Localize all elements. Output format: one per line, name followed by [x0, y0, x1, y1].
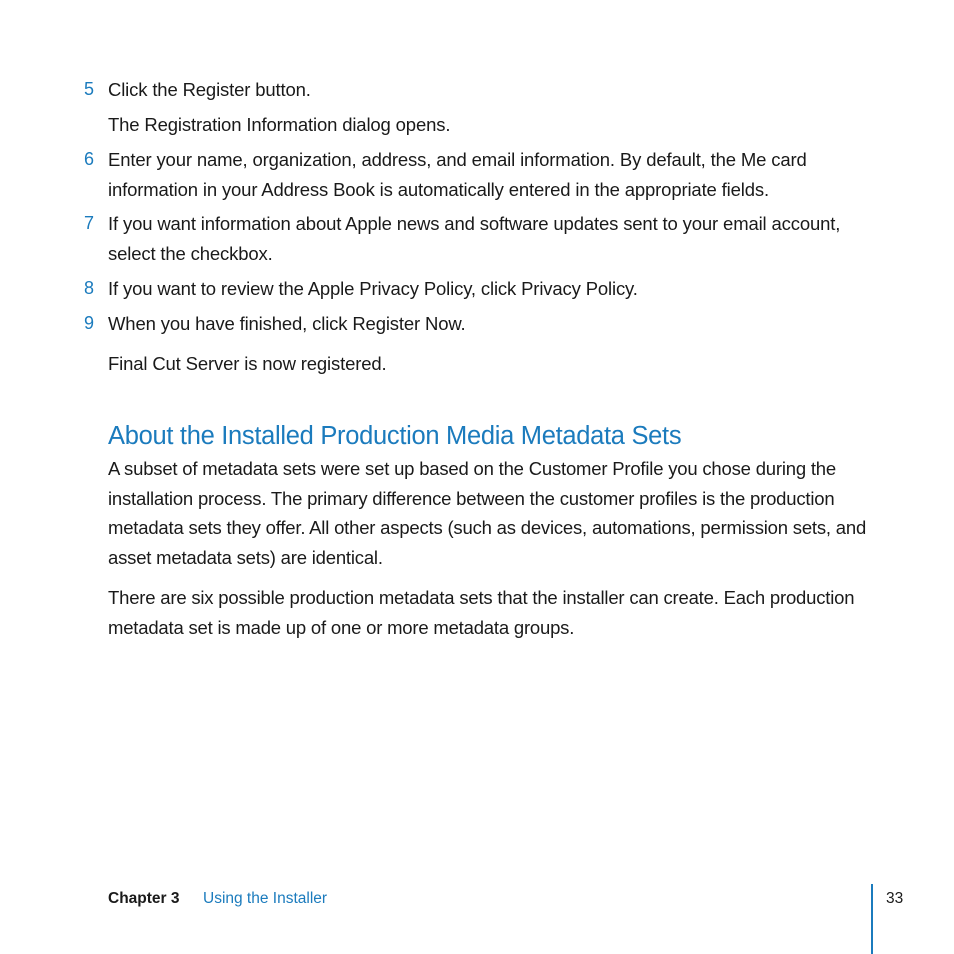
footer-divider	[871, 884, 873, 954]
step-text: Enter your name, organization, address, and email information. By default, the Me card information in your Address Book is automatically entered in the appropriate fields.	[108, 149, 807, 200]
step-number: 8	[84, 278, 95, 298]
step-text: If you want information about Apple news and software updates sent to your email account, select the checkbox.	[108, 213, 841, 264]
footer-chapter-label: Chapter 3	[108, 890, 180, 907]
footer-chapter-title: Using the Installer	[203, 890, 328, 907]
step-number: 9	[84, 313, 95, 333]
step-text: If you want to review the Apple Privacy Policy, click Privacy Policy.	[108, 278, 638, 299]
body-paragraph: There are six possible production metadata sets that the installer can create. Each production metadata set is made up of one or more metadata groups.	[108, 587, 855, 638]
step-number: 5	[84, 79, 95, 99]
body-paragraph: A subset of metadata sets were set up based on the Customer Profile you chose during the installation process. The primary difference between the customer profiles is the production metadata sets they offer. All other aspects (such as devices, automations, permission sets, and asset metadata sets) are identical.	[108, 458, 867, 568]
step-number: 6	[84, 149, 95, 169]
step-text: Click the Register button.	[108, 79, 311, 100]
step-5-result: The Registration Information dialog opens.	[108, 114, 451, 135]
step-9-result: Final Cut Server is now registered.	[108, 353, 387, 374]
step-number: 7	[84, 213, 95, 233]
section-heading: About the Installed Production Media Metadata Sets	[108, 422, 682, 450]
page-number: 33	[886, 890, 904, 907]
step-text: When you have finished, click Register Now.	[108, 313, 466, 334]
